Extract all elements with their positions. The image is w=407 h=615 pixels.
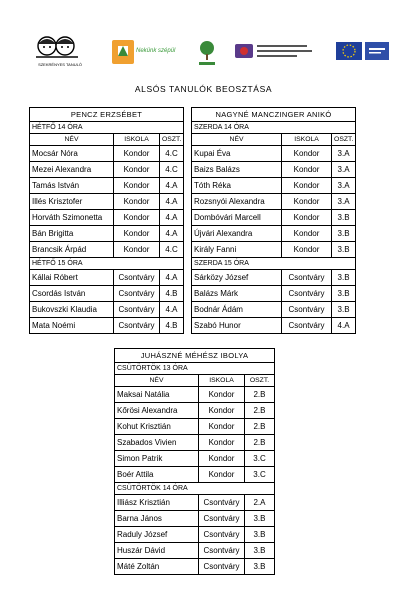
- table-row: [115, 527, 275, 543]
- student-name: Bodnár Ádám: [192, 302, 282, 318]
- class-name: 3.B: [245, 543, 275, 559]
- table-row: [115, 419, 275, 435]
- school-name: Csontváry: [282, 302, 332, 318]
- table-row: [115, 511, 275, 527]
- class-name: 4.A: [160, 270, 184, 286]
- student-name: Huszár Dávid: [115, 543, 199, 559]
- session-label: SZERDA 15 ÓRA: [192, 258, 356, 270]
- class-name: 4.A: [160, 178, 184, 194]
- student-name: Mocsár Nóra: [30, 146, 114, 162]
- school-name: Csontváry: [114, 318, 160, 334]
- class-name: 3.B: [245, 559, 275, 575]
- table-row: [30, 226, 356, 242]
- school-name: Csontváry: [282, 318, 332, 334]
- teacher-name-right: NAGYNÉ MANCZINGER ANIKÓ: [192, 108, 356, 122]
- class-name: 4.B: [160, 318, 184, 334]
- student-name: Szabó Hunor: [192, 318, 282, 334]
- column-gap: [184, 210, 192, 226]
- student-name: Csordás István: [30, 286, 114, 302]
- school-name: Kondor: [114, 146, 160, 162]
- column-gap: [184, 242, 192, 258]
- school-name: Csontváry: [199, 495, 245, 511]
- table-row: [30, 194, 356, 210]
- class-name: 4.A: [332, 318, 356, 334]
- student-name: Brancsik Árpád: [30, 242, 114, 258]
- class-name: 4.C: [160, 146, 184, 162]
- student-name: Raduly József: [115, 527, 199, 543]
- student-name: Szabados Vivien: [115, 435, 199, 451]
- student-name: Bán Brigitta: [30, 226, 114, 242]
- table-row: [30, 146, 356, 162]
- column-gap: [184, 270, 192, 286]
- school-name: Csontváry: [282, 286, 332, 302]
- logo-caption: SZEKRÉNYES TANULÓ: [38, 62, 82, 67]
- column-gap: [184, 134, 192, 146]
- student-name: Újvári Alexandra: [192, 226, 282, 242]
- column-gap: [184, 318, 192, 334]
- school-name: Csontváry: [199, 527, 245, 543]
- school-name: Kondor: [282, 162, 332, 178]
- class-name: 3.B: [332, 210, 356, 226]
- student-name: Simon Patrik: [115, 451, 199, 467]
- class-name: 4.A: [160, 194, 184, 210]
- column-gap: [184, 258, 192, 270]
- class-name: 3.A: [332, 162, 356, 178]
- student-name: Tamás István: [30, 178, 114, 194]
- school-name: Kondor: [114, 178, 160, 194]
- class-name: 4.A: [160, 302, 184, 318]
- class-name: 3.B: [332, 270, 356, 286]
- class-name: 4.C: [160, 162, 184, 178]
- school-name: Kondor: [282, 194, 332, 210]
- school-name: Csontváry: [114, 270, 160, 286]
- student-name: Dombóvári Marcell: [192, 210, 282, 226]
- student-name: Kőrösi Alexandra: [115, 403, 199, 419]
- column-gap: [184, 226, 192, 242]
- student-name: Kállai Róbert: [30, 270, 114, 286]
- class-name: 3.A: [332, 146, 356, 162]
- column-header-school: ISKOLA: [282, 134, 332, 146]
- class-name: 4.A: [160, 210, 184, 226]
- school-name: Csontváry: [199, 559, 245, 575]
- page-title: ALSÓS TANULÓK BEOSZTÁSA: [134, 84, 273, 94]
- class-name: 4.C: [160, 242, 184, 258]
- school-name: Csontváry: [282, 270, 332, 286]
- school-name: Kondor: [114, 210, 160, 226]
- student-name: Boér Attila: [115, 467, 199, 483]
- school-name: Csontváry: [114, 286, 160, 302]
- government-logo: [233, 32, 323, 72]
- class-name: 3.A: [332, 194, 356, 210]
- student-name: Mezei Alexandra: [30, 162, 114, 178]
- table-row: [30, 270, 356, 286]
- school-name: Kondor: [199, 451, 245, 467]
- column-gap: [184, 122, 192, 134]
- table-row: [30, 162, 356, 178]
- eu-logo: [335, 32, 389, 72]
- column-header-class: OSZT.: [160, 134, 184, 146]
- school-name: Csontváry: [114, 302, 160, 318]
- class-name: 3.B: [245, 527, 275, 543]
- column-gap: [184, 108, 192, 122]
- column-header-class: OSZT.: [332, 134, 356, 146]
- table-row: [115, 435, 275, 451]
- table-row: [30, 302, 356, 318]
- school-name: Kondor: [282, 242, 332, 258]
- class-name: 3.B: [332, 302, 356, 318]
- student-name: Bukovszki Klaudia: [30, 302, 114, 318]
- column-header-name: NÉV: [192, 134, 282, 146]
- class-name: 2.A: [245, 495, 275, 511]
- teacher-name-bottom: JUHÁSZNÉ MÉHÉSZ IBOLYA: [115, 349, 275, 363]
- class-name: 3.C: [245, 467, 275, 483]
- table-row: [115, 451, 275, 467]
- school-name: Kondor: [282, 226, 332, 242]
- session-label: CSÜTÖRTÖK 14 ÓRA: [115, 483, 275, 495]
- teacher-name-left: PENCZ ERZSÉBET: [30, 108, 184, 122]
- student-name: Máté Zoltán: [115, 559, 199, 575]
- column-header-name: NÉV: [30, 134, 114, 146]
- school-name: Kondor: [114, 194, 160, 210]
- logo-strip: [30, 32, 375, 72]
- column-gap: [184, 286, 192, 302]
- table-row: [115, 543, 275, 559]
- class-name: 3.A: [332, 178, 356, 194]
- session-label: HÉTFŐ 14 ÓRA: [30, 122, 184, 134]
- column-gap: [184, 194, 192, 210]
- table-row: [115, 559, 275, 575]
- school-name: Csontváry: [199, 543, 245, 559]
- class-name: 2.B: [245, 419, 275, 435]
- column-gap: [184, 302, 192, 318]
- class-name: 2.B: [245, 435, 275, 451]
- table-row: [30, 210, 356, 226]
- student-name: Illiász Krisztián: [115, 495, 199, 511]
- column-header-school: ISKOLA: [114, 134, 160, 146]
- school-name: Kondor: [199, 419, 245, 435]
- tree-logo: [196, 32, 218, 72]
- student-name: Király Fanni: [192, 242, 282, 258]
- school-name: Kondor: [282, 210, 332, 226]
- school-name: Kondor: [199, 467, 245, 483]
- column-gap: [184, 162, 192, 178]
- column-gap: [184, 146, 192, 162]
- student-name: Illés Krisztofer: [30, 194, 114, 210]
- school-name: Kondor: [199, 387, 245, 403]
- class-name: 3.B: [332, 242, 356, 258]
- student-name: Horváth Szimonetta: [30, 210, 114, 226]
- table-row: [30, 178, 356, 194]
- school-name: Kondor: [199, 403, 245, 419]
- student-name: Tóth Réka: [192, 178, 282, 194]
- student-name: Balázs Márk: [192, 286, 282, 302]
- main-schedule-table: [29, 107, 356, 334]
- school-name: Kondor: [199, 435, 245, 451]
- column-header-class: OSZT.: [245, 375, 275, 387]
- class-name: 3.C: [245, 451, 275, 467]
- student-name: Baizs Balázs: [192, 162, 282, 178]
- table-row: [30, 286, 356, 302]
- session-label: HÉTFŐ 15 ÓRA: [30, 258, 184, 270]
- school-name: Csontváry: [199, 511, 245, 527]
- school-name: Kondor: [114, 226, 160, 242]
- student-name: Maksai Natália: [115, 387, 199, 403]
- class-name: 4.A: [160, 226, 184, 242]
- student-name: Barna János: [115, 511, 199, 527]
- class-name: 3.B: [332, 286, 356, 302]
- school-name: Kondor: [114, 242, 160, 258]
- student-name: Rozsnyói Alexandra: [192, 194, 282, 210]
- session-label: CSÜTÖRTÖK 13 ÓRA: [115, 363, 275, 375]
- table-row: [115, 387, 275, 403]
- table-row: [30, 242, 356, 258]
- column-header-school: ISKOLA: [199, 375, 245, 387]
- school-name: Kondor: [282, 178, 332, 194]
- student-name: Kohut Krisztián: [115, 419, 199, 435]
- class-name: 3.B: [245, 511, 275, 527]
- table-row: [115, 495, 275, 511]
- column-header-name: NÉV: [115, 375, 199, 387]
- session-label: SZERDA 14 ÓRA: [192, 122, 356, 134]
- school-name: Kondor: [282, 146, 332, 162]
- class-name: 2.B: [245, 387, 275, 403]
- class-name: 3.B: [332, 226, 356, 242]
- nekunk-szepul-text: Nekünk szépül: [136, 48, 176, 54]
- class-name: 4.B: [160, 286, 184, 302]
- class-name: 2.B: [245, 403, 275, 419]
- school-name: Kondor: [114, 162, 160, 178]
- table-row: [115, 403, 275, 419]
- student-name: Kupai Éva: [192, 146, 282, 162]
- student-name: Mata Noémi: [30, 318, 114, 334]
- column-gap: [184, 178, 192, 194]
- student-name: Sárközy József: [192, 270, 282, 286]
- table-row: [115, 467, 275, 483]
- bottom-schedule-table: [114, 348, 275, 575]
- table-row: [30, 318, 356, 334]
